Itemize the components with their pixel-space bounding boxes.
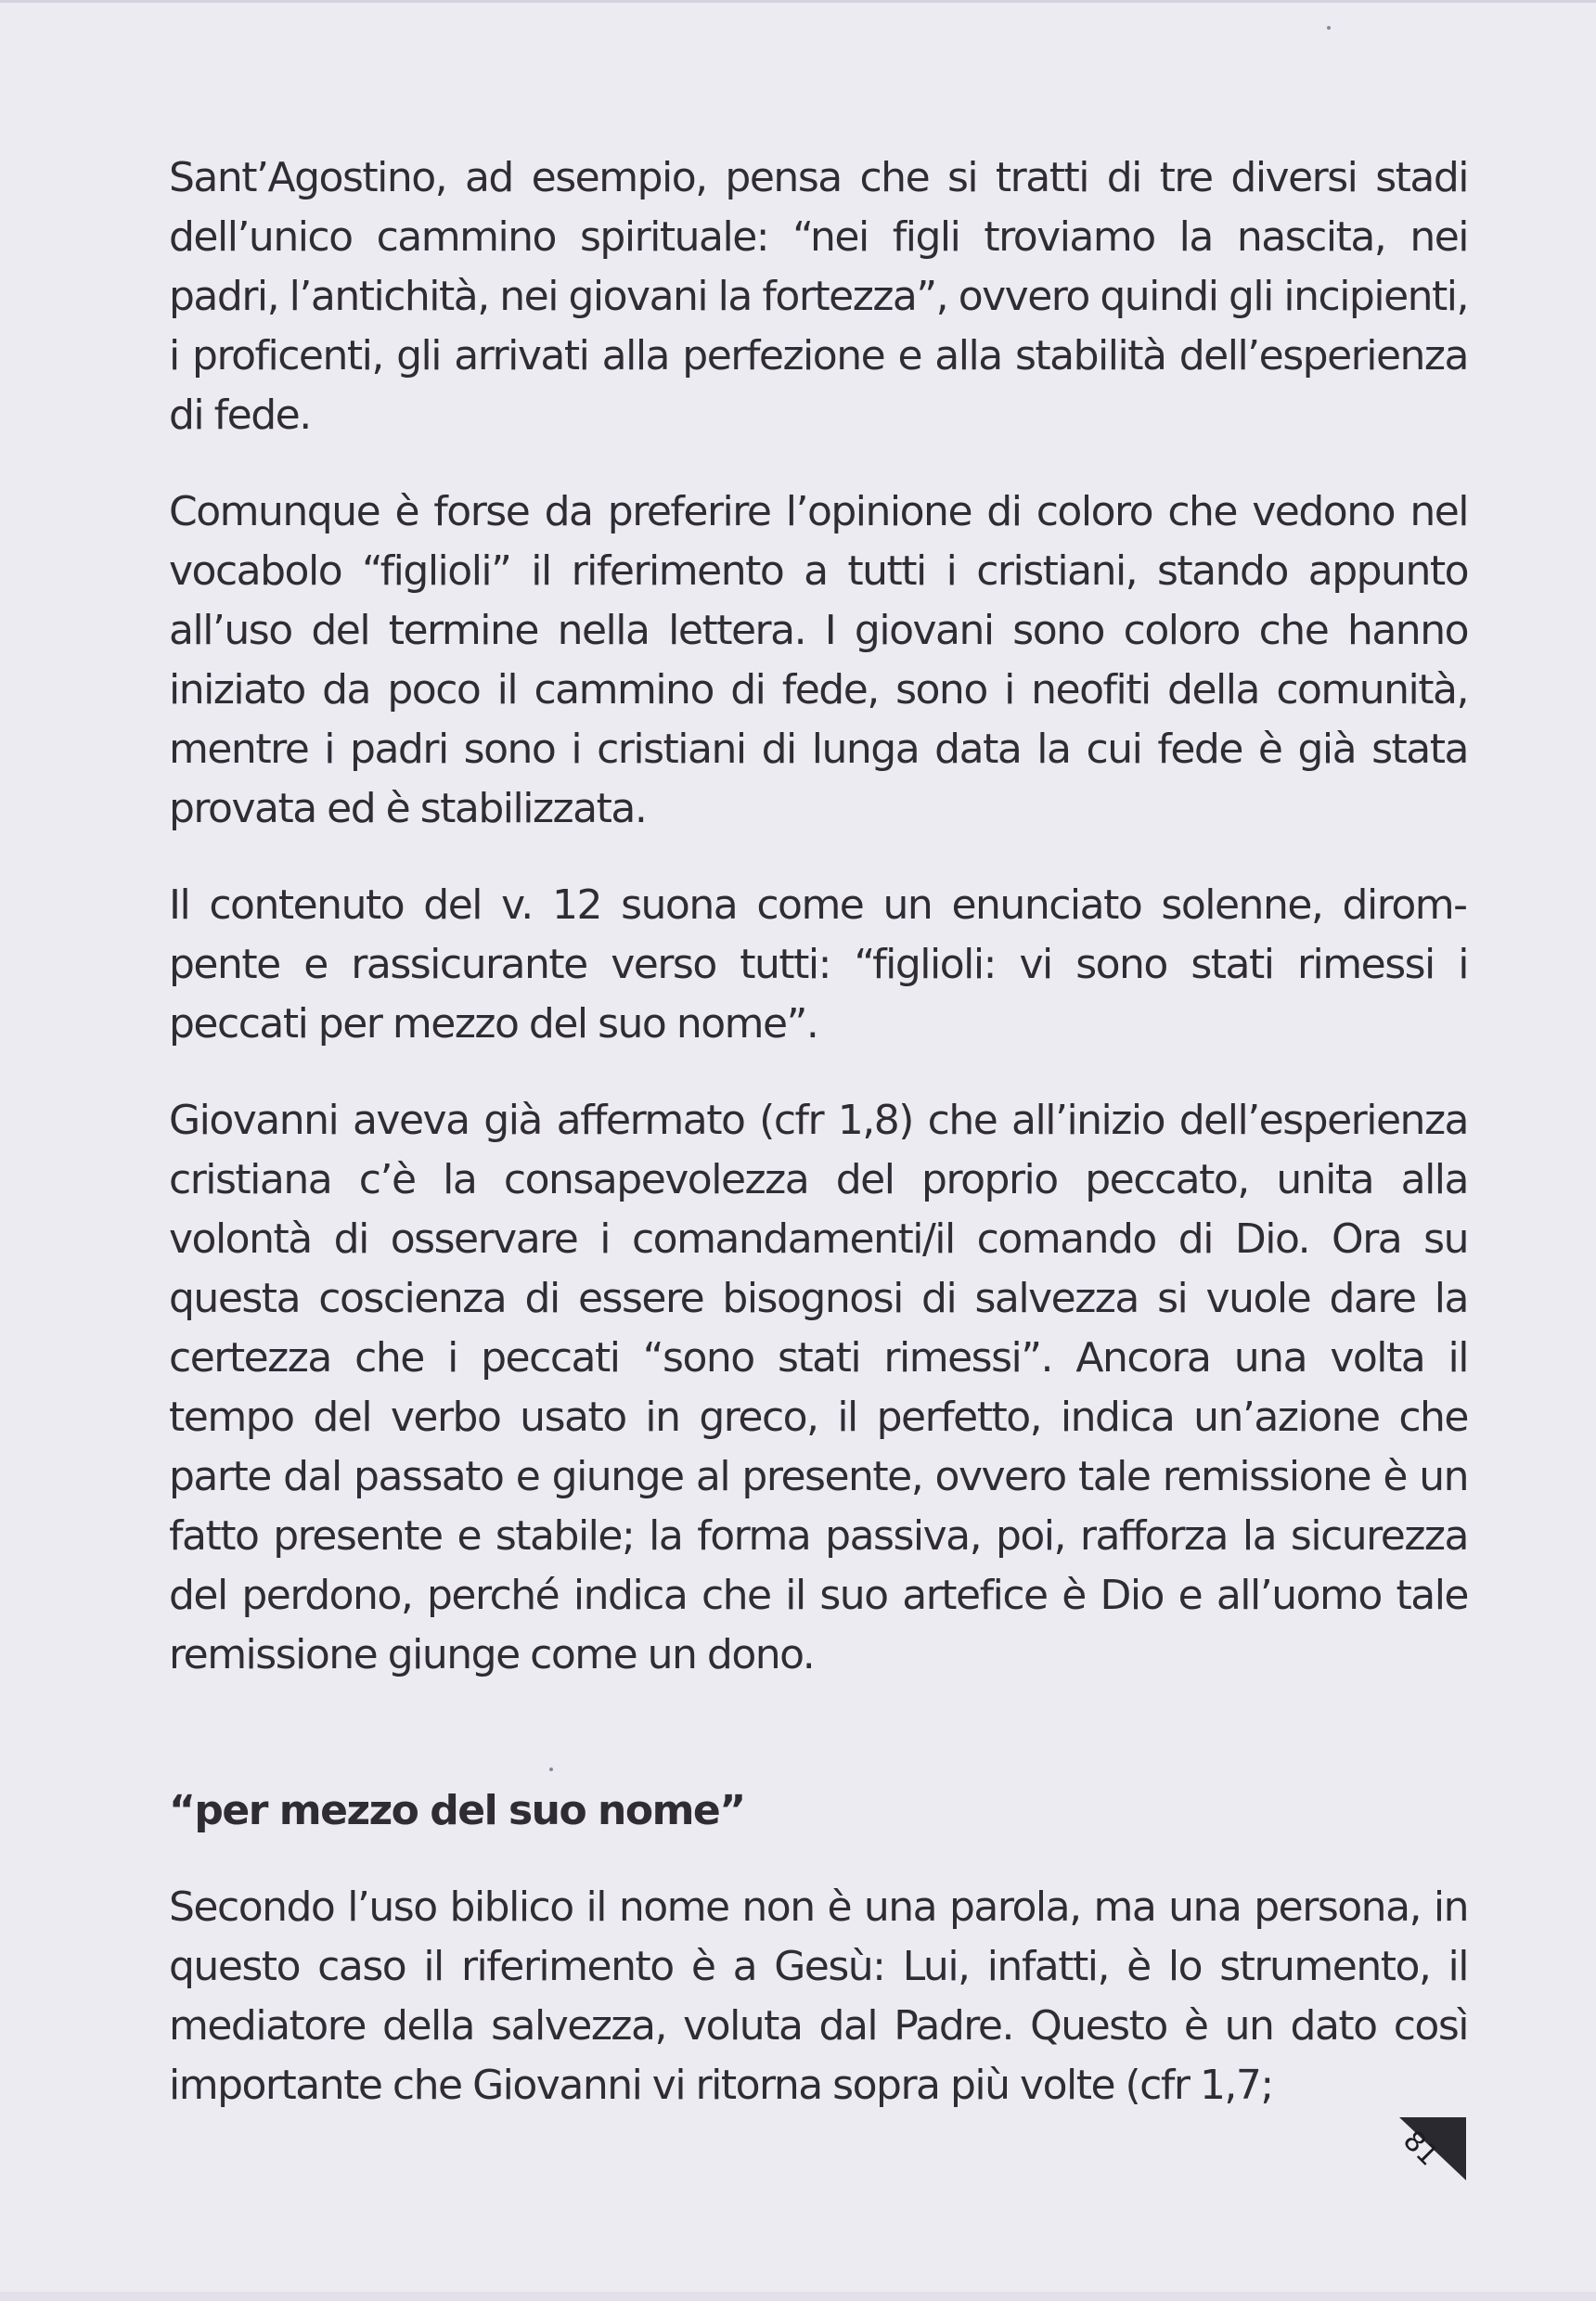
- paragraph-1: Sant’Agostino, ad esempio, pensa che si tratti di tre diversi stadi dell’unico cammino spirituale: “nei figli troviamo la nascita, nei padri, l’antichità, nei giovani la fortezza”, ovvero quindi gli incipienti, i proficenti, gli arrivati alla perfezione e alla stabilità dell’esperienza di fede.: [169, 154, 1468, 439]
- section-heading: “per mezzo del suo nome”: [169, 1787, 745, 1834]
- paragraph-4: Giovanni aveva già affermato (cfr 1,8) che all’inizio dell’esperienza cristiana c’è la consapevolezza del proprio peccato, unita alla volontà di osservare i comandamenti/il comando di Dio. Ora su questa coscienza di essere bisognosi di salvezza si vuole dare la certezza che i peccati “sono stati rimessi”. Ancora una volta il tempo del verbo usato in greco, il perfetto, indica un’azione che parte dal passato e giunge al presente, ovvero tale remissione è un fatto presente e stabile; la forma passiva, poi, rafforza la sicurezza del perdono, perché indica che il suo artefice è Dio e all’uomo tale remissione giunge come un dono.: [169, 1097, 1468, 1678]
- page-bottom-edge: [0, 2292, 1596, 2301]
- page-top-edge: [0, 0, 1596, 3]
- paragraph-2: Comunque è forse da preferire l’opinione di coloro che vedono nel vocabolo “figlioli” il riferimento a tutti i cristiani, stando appunto all’uso del termine nella lettera. I giovani sono coloro che hanno iniziato da poco il cammino di fede, sono i neofiti della comunità, mentre i padri sono i cristiani di lunga data la cui fede è già stata provata ed è stabilizzata.: [169, 488, 1468, 832]
- paragraph-3: Il contenuto del v. 12 suona come un enunciato solenne, dirompente e rassicurante verso tutti: “figlioli: vi sono stati rimessi i peccati per mezzo del suo nome”.: [169, 881, 1468, 1048]
- page-number: 81: [1396, 2124, 1445, 2173]
- body-text: [169, 148, 1468, 2115]
- scan-speck: [549, 1768, 553, 1771]
- scan-speck: [1327, 26, 1331, 30]
- paragraph-5: Secondo l’uso biblico il nome non è una parola, ma una persona, in questo caso il riferimento è a Gesù: Lui, infatti, è lo strumento, il mediatore della salvezza, voluta dal Padre. Questo è un dato così importante che Giovanni vi ritorna sopra più volte (cfr 1,7;: [169, 1883, 1468, 2109]
